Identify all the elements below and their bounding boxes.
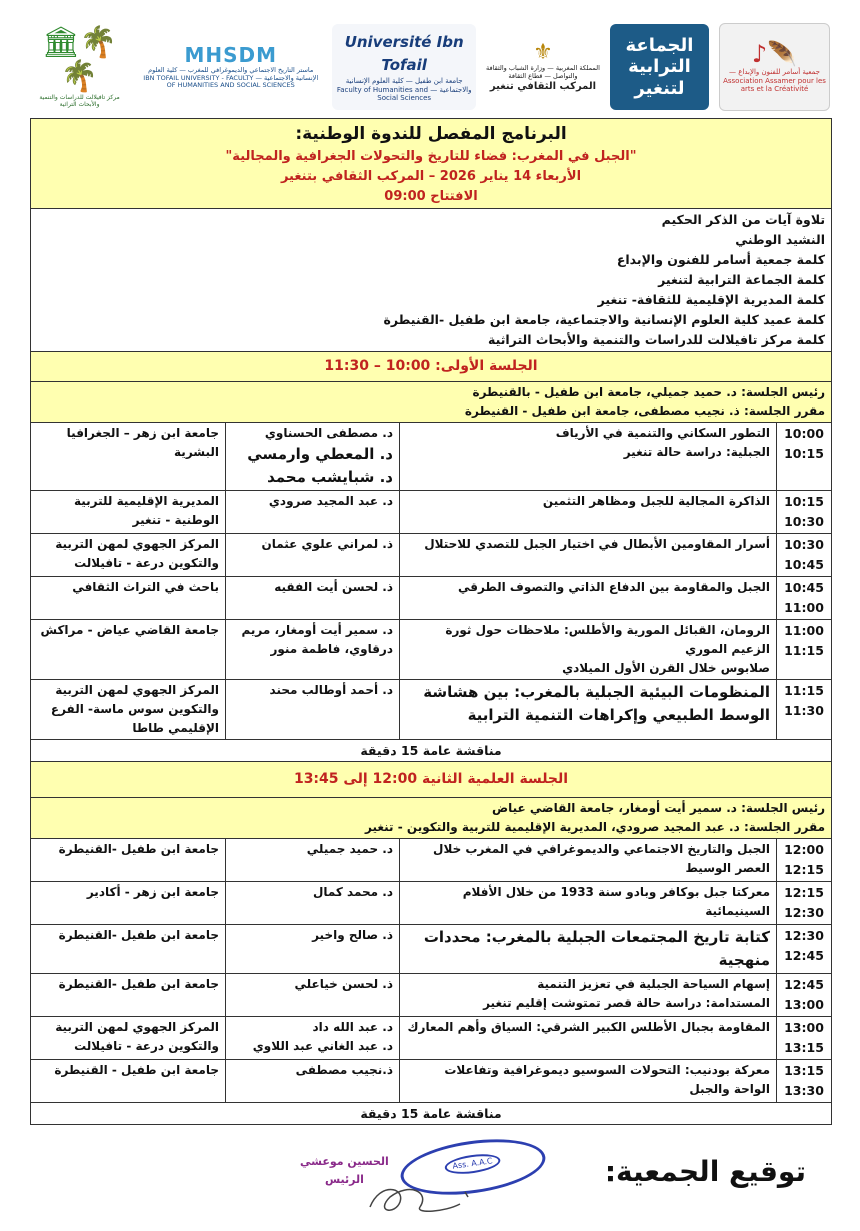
asamer-association-logo: 🪶♪ جمعية أسامر للفنون والإبداع — Association Assamer pour les arts et la Créativité <box>719 23 830 111</box>
end-time: 13:00 <box>784 997 824 1012</box>
talk-time <box>777 882 832 925</box>
end-time: 11:30 <box>784 703 824 718</box>
end-time: 12:30 <box>784 905 824 920</box>
session-rapporteur: مقرر الجلسة: ذ. نجيب مصطفى، جامعة ابن طفيل - القنيطرة <box>464 404 826 418</box>
speaker-affiliation: جامعة ابن زهر – الجغرافيا البشرية <box>31 423 226 491</box>
talk-title-line: أسرار المقاومين الأبطال في اختيار الجبل للتصدي للاحتلال <box>424 537 771 551</box>
start-time: 12:15 <box>784 885 824 900</box>
start-time: 10:15 <box>784 494 824 509</box>
talk-title <box>400 1017 777 1060</box>
speaker-affiliation: جامعة القاضي عياض - مراكش <box>31 620 226 680</box>
opening-item: كلمة عميد كلية العلوم الإنسانية والاجتماعية، جامعة ابن طفيل -القنيطرة <box>383 312 826 327</box>
discussion-row <box>31 1103 832 1125</box>
talk-title-line: صلابوس خلال القرن الأول الميلادي <box>562 661 771 675</box>
signature-label: توقيع الجمعية: <box>604 1155 806 1188</box>
talk-title <box>400 577 777 620</box>
talk-row <box>31 839 832 882</box>
talk-title-line: المقاومة بجبال الأطلس الكبير الشرقي: السياق وأهم المعارك <box>407 1020 771 1034</box>
talk-title <box>400 491 777 534</box>
speaker-affiliation: المركز الجهوي لمهن التربية والتكوين درعة - تافيلالت <box>31 1017 226 1060</box>
talk-time <box>777 423 832 491</box>
end-time: 12:15 <box>784 862 824 877</box>
talk-title-line: معركتا جبل بوكافر وبادو سنة 1933 من خلال الأفلام السينيمائية <box>462 885 771 918</box>
speaker-affiliation: المركز الجهوي لمهن التربية والتكوين درعة - تافيلالت <box>31 534 226 577</box>
start-time: 11:00 <box>784 623 824 638</box>
opening-item: النشيد الوطني <box>735 232 826 247</box>
speaker-affiliation: جامعة ابن طفيل -القنيطرة <box>31 974 226 1017</box>
end-time: 10:45 <box>784 557 824 572</box>
end-time: 12:45 <box>784 948 824 963</box>
date-place: الأربعاء 14 يناير 2026 – المركب الثقافي بتنغير <box>280 169 582 184</box>
start-time: 13:00 <box>784 1020 824 1035</box>
talk-title <box>400 680 777 740</box>
general-discussion: مناقشة عامة 15 دقيقة <box>31 740 832 762</box>
talk-speakers <box>226 620 400 680</box>
talk-title <box>400 423 777 491</box>
start-time: 11:15 <box>784 683 824 698</box>
talk-speakers <box>226 1017 400 1060</box>
session-officers <box>31 382 832 423</box>
discussion-row <box>31 740 832 762</box>
logos-bar <box>30 22 830 112</box>
signer-role: الرئيس <box>324 1173 364 1186</box>
coat-of-arms-icon: ⚜ <box>533 40 553 66</box>
session-officers-row <box>31 798 832 839</box>
speaker-affiliation: المركز الجهوي لمهن التربية والتكوين سوس ماسة- الفرع الإقليمي طاطا <box>31 680 226 740</box>
talk-speakers <box>226 534 400 577</box>
talk-row <box>31 974 832 1017</box>
end-time: 10:30 <box>784 514 824 529</box>
end-time: 11:00 <box>784 600 824 615</box>
tinghir-commune-logo: الجماعة الترابية لتنغير <box>610 24 709 110</box>
speaker-name: ذ. لمراني علوي عثمان <box>261 537 394 551</box>
talk-row <box>31 577 832 620</box>
session-title-row <box>31 762 832 798</box>
handwritten-signature <box>360 1167 490 1215</box>
start-time: 10:00 <box>784 426 824 441</box>
speaker-affiliation: جامعة ابن زهر - أكادير <box>31 882 226 925</box>
talk-row <box>31 620 832 680</box>
talk-time <box>777 839 832 882</box>
start-time: 13:15 <box>784 1063 824 1078</box>
talk-speakers <box>226 882 400 925</box>
quill-icon: 🪶♪ <box>751 40 798 69</box>
speaker-name: د. عبد الله داد <box>312 1020 394 1034</box>
program-header <box>31 119 832 209</box>
session-chair: رئيس الجلسة: د. سمير أيت أومغار، جامعة القاضي عياض <box>491 801 826 815</box>
talk-title-line: الرومان، القبائل المورية والأطلس: ملاحظات حول ثورة الزعيم الموري <box>445 623 771 656</box>
ibn-tofail-university-logo: Université Ibn Tofail جامعة ابن طفيل — كلية العلوم الإنسانية والاجتماعية — Faculty of Humanities and Social Sciences <box>332 24 476 110</box>
speaker-affiliation: المديرية الإقليمية للتربية الوطنية - تنغير <box>31 491 226 534</box>
start-time: 10:45 <box>784 580 824 595</box>
talk-title-line: الوسط الطبيعي وإكراهات التنمية الترابية <box>467 706 771 724</box>
palm-tree-icon: 🌴🏛🌴 <box>41 24 118 94</box>
speaker-name: د. عبد الغاني عبد اللاوي <box>252 1039 394 1053</box>
talk-title-line: الجبل والتاريخ الاجتماعي والديموغرافي في المغرب خلال العصر الوسيط <box>433 842 771 875</box>
session-chair: رئيس الجلسة: د. حميد جميلي، جامعة ابن طفيل - بالقنيطرة <box>472 385 826 399</box>
talk-time <box>777 577 832 620</box>
session-title: الجلسة العلمية الثانية 12:00 إلى 13:45 <box>31 762 832 798</box>
start-time: 12:00 <box>784 842 824 857</box>
talk-title-line: الجبلية: دراسة حالة تنغير <box>623 445 771 459</box>
talk-title <box>400 534 777 577</box>
talk-speakers <box>226 974 400 1017</box>
talk-time <box>777 680 832 740</box>
speaker-affiliation: جامعة ابن طفيل - القنيطرة <box>31 1060 226 1103</box>
end-time: 13:30 <box>784 1083 824 1098</box>
talk-title <box>400 1060 777 1103</box>
talk-speakers <box>226 491 400 534</box>
talk-speakers <box>226 577 400 620</box>
session-officers-row <box>31 382 832 423</box>
speaker-name: ذ. صالح واخير <box>312 928 394 942</box>
end-time: 11:15 <box>784 643 824 658</box>
speaker-name: د. عبد المجيد صرودي <box>268 494 394 508</box>
talk-title-line: معركة بودنيب: التحولات السوسيو ديموغرافية وتفاعلات الواحة والجبل <box>444 1063 771 1096</box>
talk-title <box>400 620 777 680</box>
opening-time: الافتتاح 09:00 <box>384 189 478 204</box>
talk-time <box>777 620 832 680</box>
talk-row <box>31 1017 832 1060</box>
start-time: 12:30 <box>784 928 824 943</box>
talk-title-line: التطور السكاني والتنمية في الأرياف <box>555 426 771 440</box>
talk-time <box>777 974 832 1017</box>
program-table-wrapper <box>30 118 831 1125</box>
speaker-name: د. محمد كمال <box>312 885 394 899</box>
footer <box>30 1137 831 1217</box>
speaker-name: ذ.نجيب مصطفى <box>295 1063 394 1077</box>
talk-title-line: الجبل والمقاومة بين الدفاع الذاتي والتصوف الطرقي <box>457 580 771 594</box>
speaker-name: د. أحمد أوطالب محند <box>269 683 394 697</box>
talk-time <box>777 1060 832 1103</box>
talk-speakers <box>226 925 400 974</box>
talk-title <box>400 882 777 925</box>
speaker-name: د. مصطفى الحسناوي <box>264 426 394 440</box>
session-rapporteur: مقرر الجلسة: د. عبد المجيد صرودي، المديرية الإقليمية للتربية والتكوين - تنغير <box>365 820 826 834</box>
program-theme: "الجبل في المغرب: فضاء للتاريخ والتحولات الجغرافية والمجالية" <box>225 149 637 164</box>
program-table <box>30 118 832 1125</box>
program-title: البرنامج المفصل للندوة الوطنية: <box>295 124 567 144</box>
end-time: 10:15 <box>784 446 824 461</box>
talk-speakers <box>226 1060 400 1103</box>
talk-title-line: الذاكرة المجالية للجبل ومظاهر التثمين <box>542 494 771 508</box>
tafilalt-center-logo: 🌴🏛🌴 مركز تافيلالت للدراسات والتنمية والأبحاث التراثية <box>30 24 129 110</box>
start-time: 10:30 <box>784 537 824 552</box>
opening-item: كلمة الجماعة الترابية لتنغير <box>658 272 826 287</box>
talk-row <box>31 882 832 925</box>
speaker-name: د. سمير أيت أومغار، مريم درقاوي، فاطمة منور <box>241 623 394 656</box>
opening-item: كلمة المديرية الإقليمية للثقافة- تنغير <box>597 292 826 307</box>
talk-title <box>400 839 777 882</box>
speaker-affiliation: باحث في التراث الثقافي <box>31 577 226 620</box>
talk-speakers <box>226 423 400 491</box>
speaker-name: ذ. لحسن أيت الفقيه <box>274 580 394 594</box>
opening-ceremony <box>31 209 832 352</box>
talk-title-line: إسهام السياحة الجبلية في تعزيز التنمية <box>537 977 771 991</box>
association-stamp: Ass. A.A.C <box>397 1131 549 1203</box>
speaker-name: د. المعطي وارمسي <box>247 445 394 463</box>
opening-item: تلاوة آيات من الذكر الحكيم <box>661 212 826 227</box>
talk-row <box>31 491 832 534</box>
opening-item: كلمة مركز تافيلالت للدراسات والتنمية والأبحاث التراثية <box>488 332 826 347</box>
talk-time <box>777 1017 832 1060</box>
talk-speakers <box>226 839 400 882</box>
talk-speakers <box>226 680 400 740</box>
start-time: 12:45 <box>784 977 824 992</box>
general-discussion: مناقشة عامة 15 دقيقة <box>31 1103 832 1125</box>
talk-title-line: كتابة تاريخ المجتمعات الجبلية بالمغرب: محددات منهجية <box>423 928 771 969</box>
opening-item: كلمة جمعية أسامر للفنون والإبداع <box>616 252 826 267</box>
session-officers <box>31 798 832 839</box>
talk-title <box>400 925 777 974</box>
speaker-name: ذ. لحسن خياعلي <box>294 977 394 991</box>
talk-title-line: المنظومات البيئية الجبلية بالمغرب: بين هشاشة <box>423 683 771 701</box>
speaker-affiliation: جامعة ابن طفيل -القنيطرة <box>31 925 226 974</box>
session-title-row <box>31 352 832 382</box>
talk-row <box>31 423 832 491</box>
talk-row <box>31 534 832 577</box>
session-title: الجلسة الأولى: 10:00 – 11:30 <box>31 352 832 382</box>
talk-row <box>31 1060 832 1103</box>
speaker-affiliation: جامعة ابن طفيل -القنيطرة <box>31 839 226 882</box>
end-time: 13:15 <box>784 1040 824 1055</box>
talk-time <box>777 925 832 974</box>
mhsdm-logo: MHSDM ماستر التاريخ الاجتماعي والديموغرافي للمغرب — كلية العلوم الإنسانية والاجتماعية — IBN TOFAIL UNIVERSITY - FACULTY OF HUMANITIES AND SOCIAL SCIENCES <box>143 42 319 90</box>
talk-time <box>777 491 832 534</box>
speaker-name: د. حميد جميلي <box>306 842 394 856</box>
talk-title-line: المستدامة: دراسة حالة قصر تمتوشت إقليم تنغير <box>483 996 771 1010</box>
speaker-name: د. شبايشب محمد <box>267 468 394 486</box>
talk-row <box>31 925 832 974</box>
talk-title <box>400 974 777 1017</box>
signer-name: الحسين موعشي <box>300 1155 389 1168</box>
ministry-culture-logo: ⚜ المملكة المغربية — وزارة الشباب والثقافة والتواصل — قطاع الثقافة المركب الثقافي تنغير <box>486 40 600 92</box>
talk-row <box>31 680 832 740</box>
talk-time <box>777 534 832 577</box>
